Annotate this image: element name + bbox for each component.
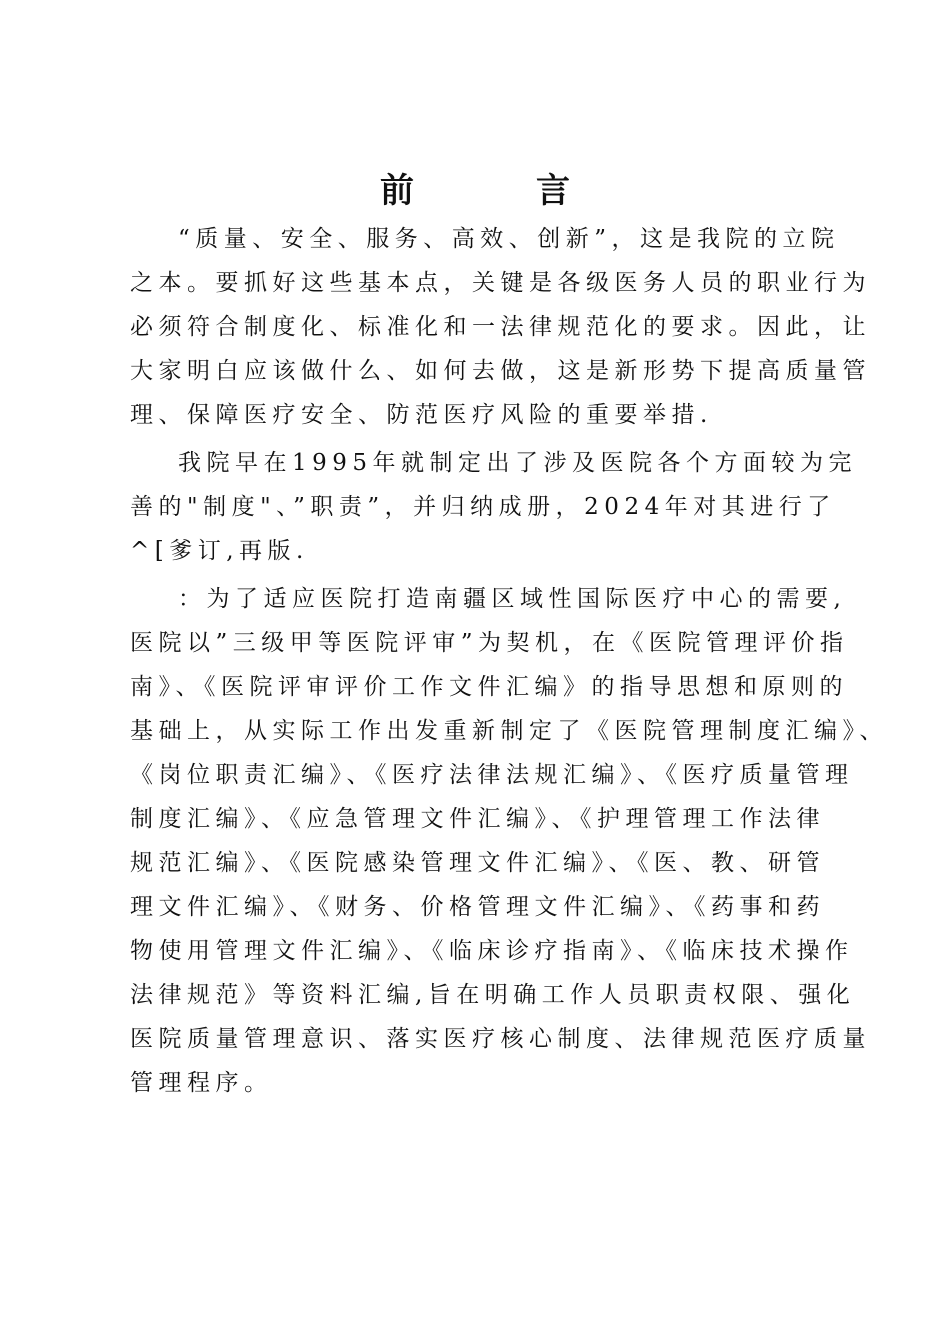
paragraph-line: 基础上，从实际工作出发重新制定了《医院管理制度汇编》、 xyxy=(130,718,888,744)
paragraph-line: 制度汇编》、《应急管理文件汇编》、《护理管理工作法律 xyxy=(130,806,825,832)
paragraph-line: 管理程序。 xyxy=(130,1070,273,1096)
paragraph-line: 理文件汇编》、《财务、价格管理文件汇编》、《药事和药 xyxy=(130,894,825,920)
paragraph-line: 大家明白应该做什么、如何去做，这是新形势下提高质量管 xyxy=(130,358,871,384)
paragraph-line: 必须符合制度化、标准化和一法律规范化的要求。因此，让 xyxy=(130,314,871,340)
page-title: 前 言 xyxy=(380,171,614,211)
paragraph-line: 之本。要抓好这些基本点，关键是各级医务人员的职业行为 xyxy=(130,270,871,296)
paragraph-line: 规范汇编》、《医院感染管理文件汇编》、《医、教、研管 xyxy=(130,850,825,876)
paragraph-line: 理、保障医疗安全、防范医疗风险的重要举措. xyxy=(130,402,713,428)
paragraph-line: 《岗位职责汇编》、《医疗法律法规汇编》、《医疗质量管理 xyxy=(130,762,854,788)
paragraph-line: 善的"制度"、”职责”，并归纳成册，2024年对其进行了 xyxy=(130,494,836,520)
paragraph-line: 南》、《医院评审评价工作文件汇编》的指导思想和原则的 xyxy=(130,674,848,700)
paragraph-line: 医院以”三级甲等医院评审”为契机，在《医院管理评价指 xyxy=(130,630,849,656)
paragraph-line: 法律规范》等资料汇编,旨在明确工作人员职责权限、强化 xyxy=(130,982,856,1008)
paragraph-line: ：为了适应医院打造南疆区域性国际医疗中心的需要, xyxy=(178,586,847,612)
paragraph-line: ^[爹订,再版. xyxy=(130,538,309,564)
paragraph-line: 物使用管理文件汇编》、《临床诊疗指南》、《临床技术操作 xyxy=(130,938,854,964)
paragraph-line: 我院早在1995年就制定出了涉及医院各个方面较为完 xyxy=(178,450,858,476)
paragraph-line: “质量、安全、服务、高效、创新”，这是我院的立院 xyxy=(178,226,840,252)
paragraph-line: 医院质量管理意识、落实医疗核心制度、法律规范医疗质量 xyxy=(130,1026,871,1052)
